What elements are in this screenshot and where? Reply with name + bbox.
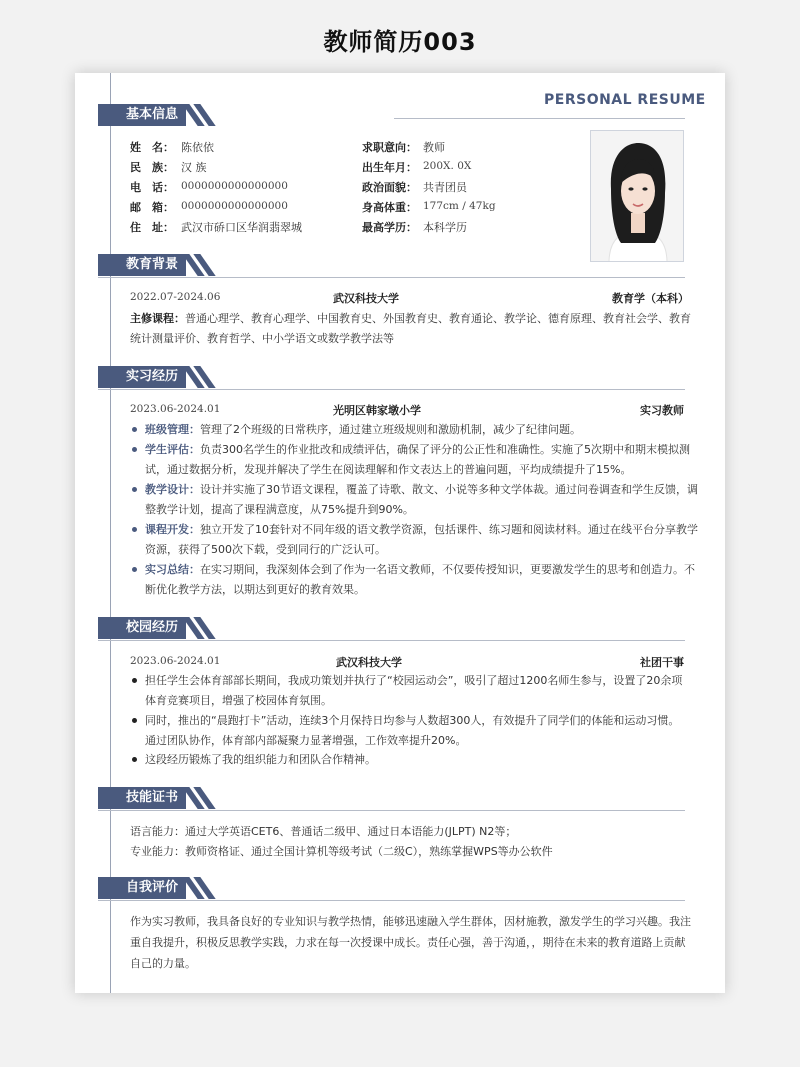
campus-item-text: 同时，推出的“晨跑打卡”活动，连续3个月保持日均参与人数超300人，有效提升了同学们的体能和运动习惯。 <box>145 714 680 727</box>
section-title: 技能证书 <box>98 787 186 809</box>
internship-item-text: 独立开发了10套针对不同年级的语文教学资源，包括课件、练习题和阅读材料。通过在线平台分享教学 <box>200 523 698 536</box>
self-evaluation-text: 自己的力量。 <box>130 957 196 970</box>
ethnic-label: 民 族： <box>130 161 174 174</box>
name-label: 姓 名： <box>130 141 174 154</box>
degree-value: 本科学历 <box>423 221 467 234</box>
skills-language: 语言能力：通过大学英语CET6、普通话二级甲、通过日本语能力(JLPT) N2等； <box>130 825 517 838</box>
bullet-icon <box>132 527 137 532</box>
internship-item-label: 学生评估： <box>145 443 200 456</box>
section-underline <box>98 900 685 901</box>
campus-role: 社团干事 <box>640 656 684 669</box>
internship-item-label: 课程开发： <box>145 523 200 536</box>
education-major: 教育学（本科） <box>612 292 689 305</box>
campus-item-text: 通过团队协作，体育部内部凝聚力显著增强，工作效率提升20%。 <box>145 734 467 747</box>
phone-label: 电 话： <box>130 181 174 194</box>
internship-date: 2023.06-2024.01 <box>130 403 221 415</box>
skills-professional: 专业能力：教师资格证、通过全国计算机等级考试（二级C），熟练掌握WPS等办公软件 <box>130 845 553 858</box>
address-label: 住 址： <box>130 221 174 234</box>
birth-value: 200X. 0X <box>423 160 472 172</box>
email-value: 0000000000000000 <box>181 200 288 212</box>
bullet-icon <box>132 757 137 762</box>
internship-item-text: 管理了2个班级的日常秩序，通过建立班级规则和激励机制，减少了纪律问题。 <box>200 423 581 436</box>
section-underline <box>98 389 685 390</box>
campus-item-text: 这段经历锻炼了我的组织能力和团队合作精神。 <box>145 753 376 766</box>
internship-item-text: 断优化教学方法，以期达到更好的教育效果。 <box>145 583 365 596</box>
self-evaluation-text: 作为实习教师，我具备良好的专业知识与教学热情，能够迅速融入学生群体，因材施教，激发学生的学习兴趣。我注 <box>130 915 691 928</box>
header-rule <box>394 118 685 119</box>
birth-label: 出生年月： <box>362 161 417 174</box>
campus-org: 武汉科技大学 <box>336 656 402 669</box>
ethnic-value: 汉 族 <box>181 161 207 174</box>
internship-role: 实习教师 <box>640 404 684 417</box>
name-value: 陈依依 <box>181 141 214 154</box>
internship-item-text: 试，通过数据分析，发现并解决了学生在阅读理解和作文表达上的普遍问题，平均成绩提升了15%。 <box>145 463 632 476</box>
bullet-icon <box>132 427 137 432</box>
portrait-image <box>591 131 684 262</box>
resume-english-title: PERSONAL RESUME <box>544 92 706 108</box>
bullet-icon <box>132 487 137 492</box>
intent-value: 教师 <box>423 141 445 154</box>
bullet-icon <box>132 447 137 452</box>
size-label: 身高体重： <box>362 201 417 214</box>
section-underline <box>98 640 685 641</box>
campus-date: 2023.06-2024.01 <box>130 655 221 667</box>
internship-item-text: 整教学计划，提高了课程满意度，从75%提升到90%。 <box>145 503 414 516</box>
section-title: 实习经历 <box>98 366 186 388</box>
profile-photo <box>590 130 684 262</box>
self-evaluation-text: 重自我提升，积极反思教学实践，力求在每一次授课中成长。责任心强，善于沟通，，期待在未来的教育道路上贡献 <box>130 936 686 949</box>
degree-label: 最高学历： <box>362 221 417 234</box>
bullet-icon <box>132 567 137 572</box>
intent-label: 求职意向： <box>362 141 417 154</box>
internship-org: 光明区韩家墩小学 <box>333 404 421 417</box>
internship-item-label: 班级管理： <box>145 423 200 436</box>
internship-item-text: 负责300名学生的作业批改和成绩评估，确保了评分的公正性和准确性。实施了5次期中和期末模拟测 <box>200 443 690 456</box>
email-label: 邮 箱： <box>130 201 174 214</box>
section-title: 基本信息 <box>98 104 186 126</box>
courses-line: 统计测量评价、教育哲学、中小学语文或数学教学法等 <box>130 332 394 345</box>
phone-value: 0000000000000000 <box>181 180 288 192</box>
internship-item-label: 实习总结： <box>145 563 200 576</box>
section-underline <box>98 810 685 811</box>
campus-item-text: 担任学生会体育部部长期间，我成功策划并执行了“校园运动会”，吸引了超过1200名师生参与，设置了20余项 <box>145 674 683 687</box>
political-label: 政治面貌： <box>362 181 417 194</box>
section-title: 教育背景 <box>98 254 186 276</box>
campus-item-text: 体育竞赛项目，增强了校园体育氛围。 <box>145 694 332 707</box>
political-value: 共青团员 <box>423 181 467 194</box>
size-value: 177cm / 47kg <box>423 200 496 212</box>
page-title: 教师简历003 <box>323 28 477 56</box>
address-value: 武汉市硚口区华润翡翠城 <box>181 221 302 234</box>
internship-item-label: 教学设计： <box>145 483 200 496</box>
courses-line: 普通心理学、教育心理学、中国教育史、外国教育史、教育通论、教学论、德育原理、教育社会学、教育 <box>185 312 691 325</box>
bullet-icon <box>132 718 137 723</box>
internship-item-text: 在实习期间，我深刻体会到了作为一名语文教师，不仅要传授知识，更要激发学生的思考和创造力。不 <box>200 563 695 576</box>
bullet-icon <box>132 678 137 683</box>
internship-item-text: 设计并实施了30节语文课程，覆盖了诗歌、散文、小说等多种文学体裁。通过问卷调查和学生反馈，调 <box>200 483 698 496</box>
internship-item-text: 资源，获得了500次下载，受到同行的广泛认可。 <box>145 543 386 556</box>
section-title: 校园经历 <box>98 617 186 639</box>
section-underline <box>98 277 685 278</box>
section-title: 自我评价 <box>98 877 186 899</box>
education-date: 2022.07-2024.06 <box>130 291 221 303</box>
courses-label: 主修课程： <box>130 312 185 325</box>
left-vertical-line <box>110 73 111 993</box>
education-school: 武汉科技大学 <box>333 292 399 305</box>
